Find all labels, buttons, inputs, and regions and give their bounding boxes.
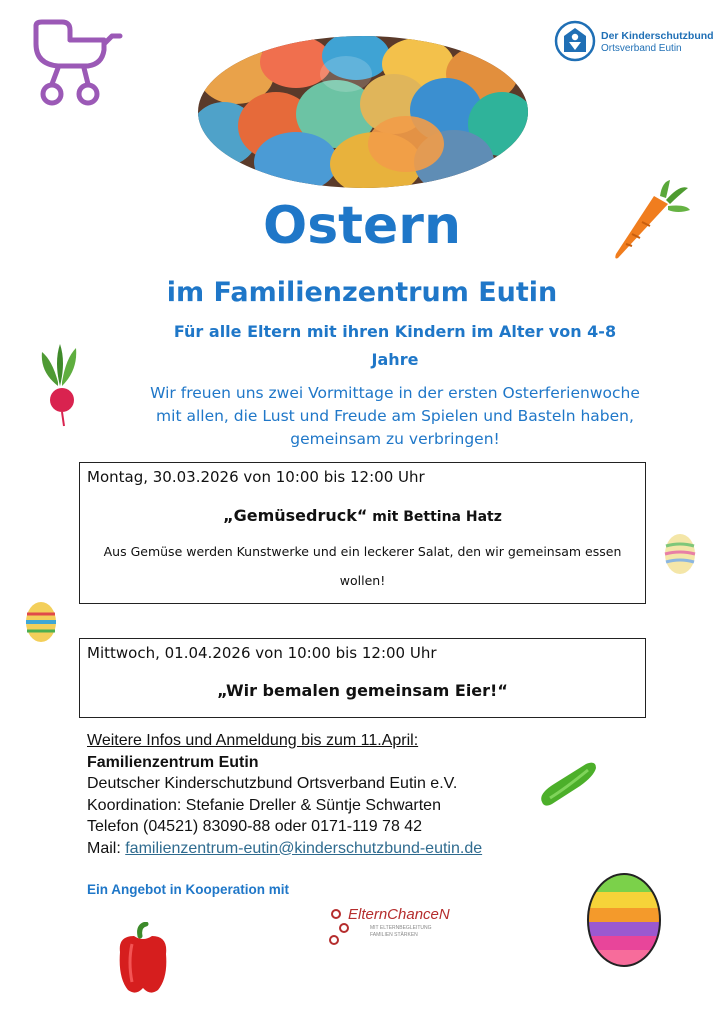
event-date: Mittwoch, 01.04.2026 von 10:00 bis 12:00 Uhr	[87, 644, 437, 662]
kinderschutzbund-logo	[554, 20, 714, 64]
contact-info	[87, 730, 557, 859]
logo-line2: Ortsverband Eutin	[601, 43, 682, 54]
radish-icon	[36, 342, 84, 428]
event-description: Aus Gemüse werden Kunstwerke und ein leckerer Salat, den wir gemeinsam essen wollen!	[103, 544, 622, 588]
event-date: Montag, 30.03.2026 von 10:00 bis 12:00 Uhr	[87, 468, 425, 486]
intro-text: Wir freuen uns zwei Vormittage in der ersten Osterferienwoche mit allen, die Lust und Freude am Spielen und Basteln haben, gemeinsam zu verbringen!	[150, 384, 640, 448]
info-phone: Telefon (04521) 83090-88 oder 0171-119 78 42	[87, 818, 423, 835]
stroller-icon	[28, 16, 128, 112]
cucumber-icon	[536, 758, 600, 810]
bell-pepper-icon	[112, 922, 174, 996]
email-link[interactable]: familienzentrum-eutin@kinderschutzbund-eutin.de	[125, 839, 483, 857]
event-title	[80, 506, 645, 525]
event-title-text: „Gemüsedruck“	[223, 506, 368, 525]
info-org: Familienzentrum Eutin	[87, 753, 259, 771]
event-card-wednesday	[79, 638, 646, 718]
info-heading: Weitere Infos und Anmeldung bis zum 11.April:	[87, 732, 419, 749]
easter-egg-icon	[24, 600, 58, 644]
event-host: mit Bettina Hatz	[367, 509, 502, 525]
info-coordination: Koordination: Stefanie Dreller & Süntje Schwarten	[87, 796, 441, 814]
mail-label: Mail:	[87, 839, 126, 857]
info-association: Deutscher Kinderschutzbund Ortsverband Eutin e.V.	[87, 775, 458, 792]
logo-line1: Der Kinderschutzbund	[601, 30, 714, 42]
partner-logo	[328, 898, 458, 950]
info-mail-line	[87, 838, 557, 860]
event-card-monday	[79, 462, 646, 604]
kinderschutzbund-emblem-icon	[554, 20, 596, 62]
audience-text: Für alle Eltern mit ihren Kindern im Alter von 4-8 Jahre	[173, 322, 617, 369]
partner-name: ElternChanceN	[348, 906, 450, 923]
cooperation-text: Ein Angebot in Kooperation mit	[87, 882, 289, 897]
partner-tagline-1: MIT ELTERNBEGLEITUNG	[370, 925, 432, 931]
event-title: „Wir bemalen gemeinsam Eier!“	[217, 681, 508, 700]
easter-eggs-photo	[196, 34, 530, 190]
easter-egg-icon	[664, 532, 696, 576]
partner-tagline-2: FAMILIEN STÄRKEN	[370, 932, 418, 938]
page-title: Ostern	[263, 196, 461, 256]
page-subtitle: im Familienzentrum Eutin	[166, 277, 558, 308]
colorful-egg-icon	[584, 870, 664, 970]
